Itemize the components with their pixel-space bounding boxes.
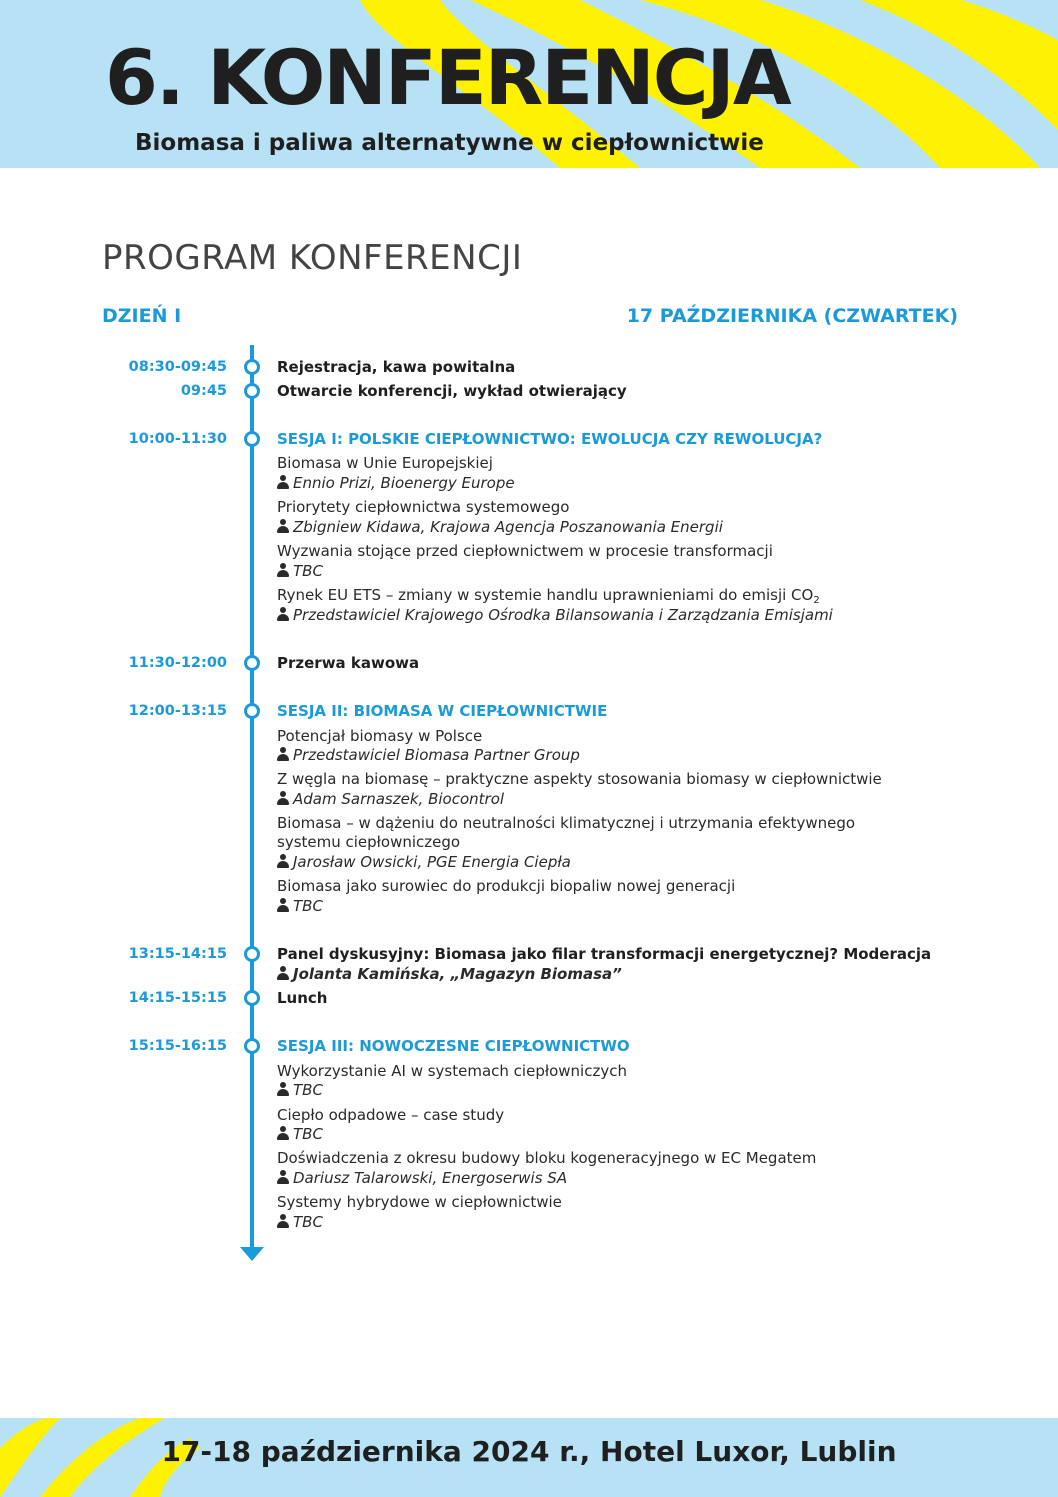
talk-title: Z węgla na biomasę – praktyczne aspekty stosowania biomasy w ciepłownictwie — [277, 770, 882, 788]
schedule-time: 12:00-13:15 — [128, 703, 227, 719]
person-icon — [277, 1214, 289, 1228]
timeline-dot — [244, 359, 260, 375]
person-icon — [277, 1082, 289, 1096]
talk-title: Doświadczenia z okresu budowy bloku kogeneracyjnego w EC Megatem — [277, 1149, 817, 1167]
person-icon — [277, 1170, 289, 1184]
talk-title: Wyzwania stojące przed ciepłownictwem w procesie transformacji — [277, 542, 773, 560]
talk-speaker: TBC — [277, 561, 323, 581]
talk-speaker: Adam Sarnaszek, Biocontrol — [277, 789, 504, 809]
talk-title: Potencjał biomasy w Polsce — [277, 727, 483, 745]
person-icon — [277, 519, 289, 533]
session-title: SESJA II: BIOMASA W CIEPŁOWNICTWIE — [277, 702, 608, 720]
schedule-time: 11:30-12:00 — [128, 655, 227, 671]
timeline-dot — [244, 431, 260, 447]
talk-speaker: Zbigniew Kidawa, Krajowa Agencja Poszanowania Energii — [277, 517, 723, 537]
person-icon — [277, 1126, 289, 1140]
day-date: 17 PAŹDZIERNIKA (CZWARTEK) — [626, 305, 958, 327]
conference-title: 6. KONFERENCJA — [105, 33, 790, 122]
talk-title: Wykorzystanie AI w systemach ciepłowniczych — [277, 1062, 627, 1080]
session-title: SESJA I: POLSKIE CIEPŁOWNICTWO: EWOLUCJA CZY REWOLUCJA? — [277, 430, 823, 448]
schedule-item-title: Rejestracja, kawa powitalna — [277, 358, 516, 376]
talk-title: Priorytety ciepłownictwa systemowego — [277, 498, 570, 516]
talk-speaker: Dariusz Talarowski, Energoserwis SA — [277, 1168, 567, 1188]
talk-title: Systemy hybrydowe w ciepłownictwie — [277, 1193, 562, 1211]
conference-subtitle: Biomasa i paliwa alternatywne w ciepłownictwie — [135, 130, 764, 156]
schedule-item-title: Przerwa kawowa — [277, 654, 420, 672]
talk-speaker: Ennio Prizi, Bioenergy Europe — [277, 473, 515, 493]
program-heading: PROGRAM KONFERENCJI — [102, 238, 523, 278]
timeline-dot — [244, 655, 260, 671]
person-icon — [277, 791, 289, 805]
talk-speaker: TBC — [277, 1080, 323, 1100]
timeline-line — [250, 345, 254, 1248]
talk-title: Biomasa – w dążeniu do neutralności klimatycznej i utrzymania efektywnego — [277, 814, 856, 832]
day-label: DZIEŃ I — [102, 305, 182, 327]
person-icon — [277, 747, 289, 761]
timeline-dot — [244, 703, 260, 719]
schedule-time: 09:45 — [180, 383, 227, 399]
talk-title-continued: systemu ciepłowniczego — [277, 833, 461, 851]
person-icon — [277, 966, 289, 980]
talk-speaker: TBC — [277, 1212, 323, 1232]
timeline-arrow-icon — [240, 1247, 264, 1261]
talk-title: Rynek EU ETS – zmiany w systemie handlu uprawnieniami do emisji $CO_2$ — [277, 586, 820, 606]
timeline-dot — [244, 1038, 260, 1054]
person-icon — [277, 563, 289, 577]
person-icon — [277, 898, 289, 912]
footer-event-info: 17-18 października 2024 r., Hotel Luxor, Lublin — [161, 1435, 897, 1468]
person-icon — [277, 475, 289, 489]
talk-speaker: TBC — [277, 896, 323, 916]
session-title: SESJA III: NOWOCZESNE CIEPŁOWNICTWO — [277, 1037, 630, 1055]
person-icon — [277, 607, 289, 621]
timeline-dot — [244, 946, 260, 962]
talk-speaker: TBC — [277, 1124, 323, 1144]
schedule-time: 08:30-09:45 — [128, 359, 227, 375]
timeline-dot — [244, 990, 260, 1006]
talk-speaker: Jolanta Kamińska, „Magazyn Biomasa” — [277, 964, 622, 984]
schedule-item-title: Otwarcie konferencji, wykład otwierający — [277, 382, 627, 400]
schedule-item-title: Panel dyskusyjny: Biomasa jako filar transformacji energetycznej? Moderacja — [277, 945, 932, 963]
talk-speaker: Jarosław Owsicki, PGE Energia Ciepła — [277, 852, 571, 872]
schedule-time: 13:15-14:15 — [128, 946, 227, 962]
schedule-time: 15:15-16:15 — [128, 1038, 227, 1054]
talk-title: Biomasa w Unie Europejskiej — [277, 454, 493, 472]
schedule-time: 10:00-11:30 — [128, 431, 227, 447]
talk-title: Ciepło odpadowe – case study — [277, 1106, 505, 1124]
talk-speaker: Przedstawiciel Biomasa Partner Group — [277, 745, 580, 765]
talk-title: Biomasa jako surowiec do produkcji biopaliw nowej generacji — [277, 877, 736, 895]
timeline-dot — [244, 383, 260, 399]
schedule-time: 14:15-15:15 — [128, 990, 227, 1006]
schedule-item-title: Lunch — [277, 989, 328, 1007]
talk-speaker: Przedstawiciel Krajowego Ośrodka Bilansowania i Zarządzania Emisjami — [277, 605, 833, 625]
person-icon — [277, 854, 289, 868]
